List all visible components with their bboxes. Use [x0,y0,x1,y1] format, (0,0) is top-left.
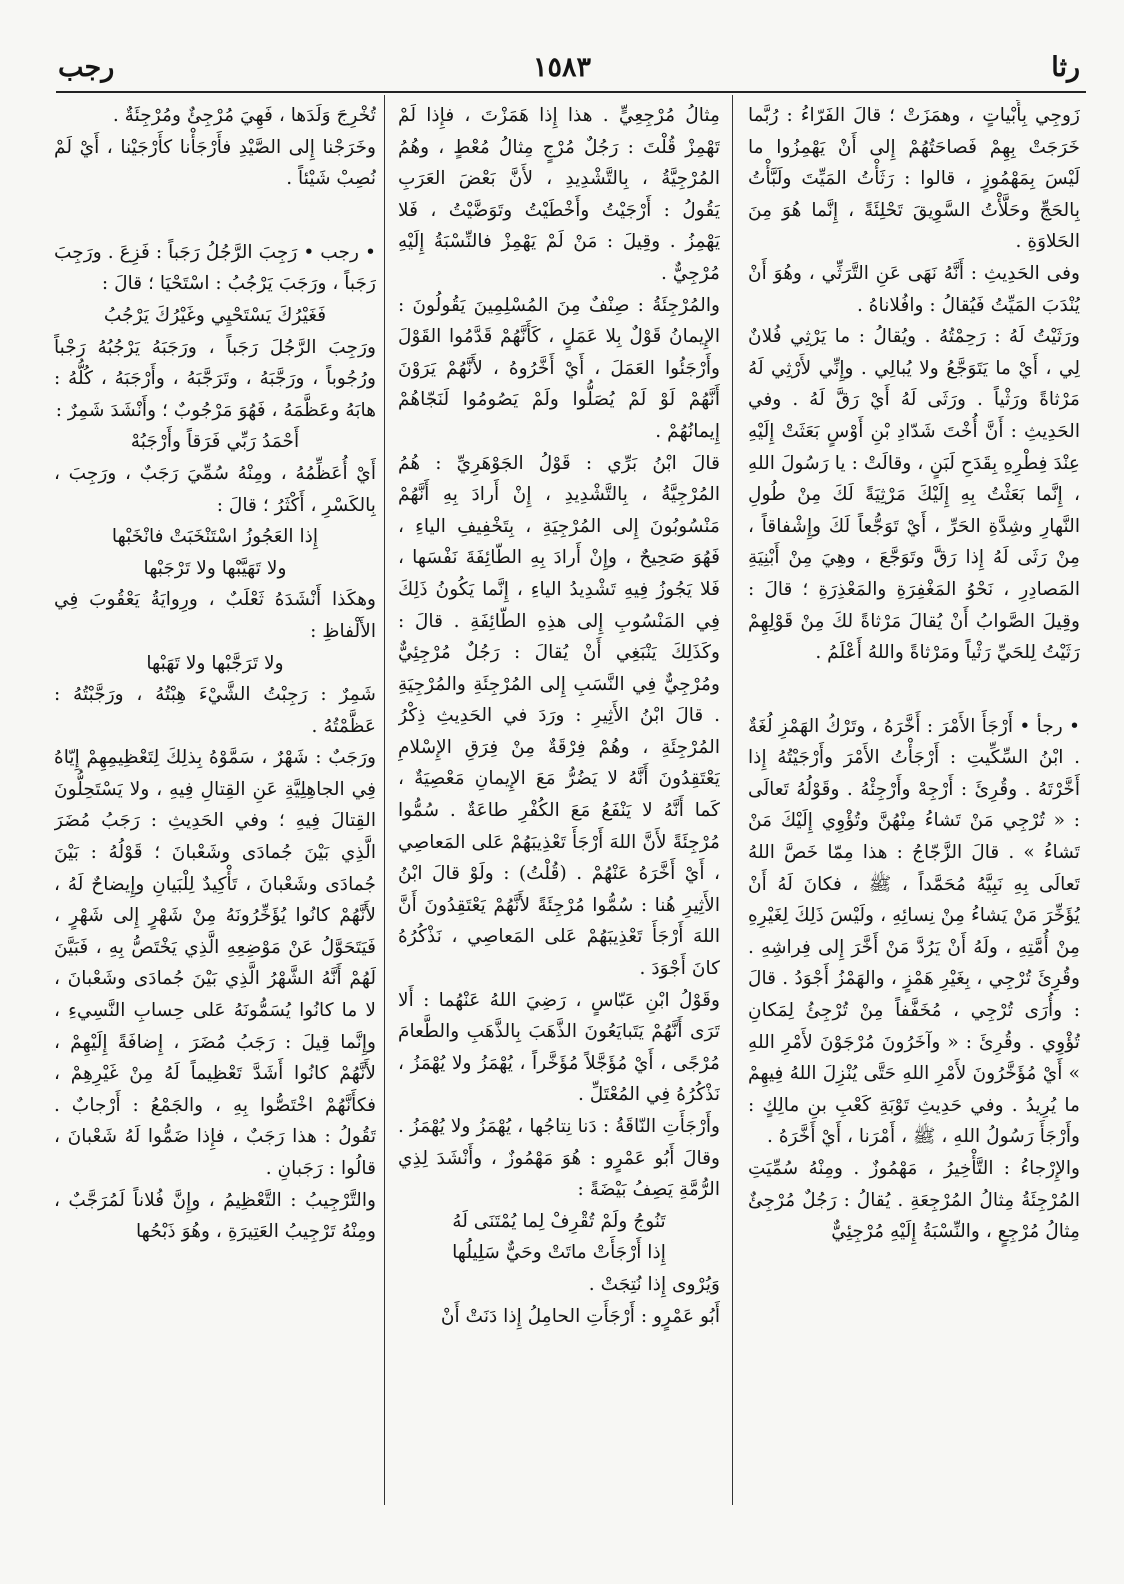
paragraph: والتَّرْجِيبُ : التَّعْظِيمُ ، وإِنَّ فُلاناً لَمُرَجَّبٌ ، ومِنْهُ تَرْجِيبُ العَتِيرَةِ ، وهُوَ ذَبْحُها [54,1189,376,1243]
paragraph: شَمِرٌ : رَجِبْتُ الشَّيْءَ هِبْتُهُ ، ورَجَّبْتُهُ : عَظَّمْتُهُ . [54,684,376,737]
verse-line: تَنُوجُ ولَمْ تُقْرِفْ لِما يُمْتَنَى لَهُ [452,1210,666,1232]
column-divider [384,95,385,1505]
paragraph: تُخْرِجَ وَلَدَها ، فَهِيَ مُرْجِئٌ ومُرْجِئَةٌ . [112,105,376,126]
header-entry-right: رثا [1051,52,1080,83]
paragraph: زَوجِي بِأَبْياتٍ ، وهمَزَتْ ؛ قالَ الفَرّاءُ : رُبَّما خَرَجَتْ بِهِمْ فَصاحَتُهُمْ إِلى أَنْ يَهْمِزُوا ما لَيْسَ بِمَهْمُوزٍ ، قالوا : رَثَأْتُ المَيِّتَ ولَبَّأْتُ بِالحَجِّ وحَلَّأْتُ السَّوِيقَ تَحْلِئَةً ، إِنَّما هُوَ مِنَ الحَلاوَةِ . [748,105,1080,253]
column-divider [732,95,733,1505]
entry-gap [54,195,376,237]
paragraph: قالَ ابْنُ بَرِّي : قَوْلُ الجَوْهَرِيِّ : هُمُ المُرْجِيَّةُ ، بِالتَّشْدِيدِ ، إِنْ أَرادَ بِهِ أَنَّهُمْ مَنْسُوبُونَ إِلى المُرْجِيَةِ ، بِتَخْفِيفِ الياءِ ، فَهُوَ صَحِيحٌ ، وإِنْ أَرادَ بِهِ الطّائِفَةَ نَفْسَها ، فَلا يَجُوزُ فِيهِ تَشْدِيدُ الياءِ ، إِنَّما يَكُونُ ذَلِكَ فِي المَنْسُوبِ إِلى هذِهِ الطّائِفَةِ . قالَ : وكَذَلِكَ يَنْبَغِي أَنْ يُقالَ : رَجُلٌ مُرْجِئِيٌّ ومُرْجِيٌّ فِي النَّسَبِ إِلى المُرْجِئَةِ والمُرْجِيَةِ . قالَ ابْنُ الأَثِيرِ : ورَدَ في الحَدِيثِ ذِكْرُ المُرْجِئَةِ ، وهُمْ فِرْقَةٌ مِنْ فِرَقِ الإِسْلامِ يَعْتَقِدُونَ أَنَّهُ لا يَضُرُّ مَعَ الإِيمانِ مَعْصِيَةٌ ، كَما أَنَّهُ لا يَنْفَعُ مَعَ الكُفْرِ طاعَةٌ . سُمُّوا مُرْجِئَةً لأَنَّ اللهَ أَرْجَأَ تَعْذِيبَهُمْ عَلى المَعاصِي ، أَيْ أَخَّرَهُ عَنْهُمْ . (قُلْتُ) : ولَوْ قالَ ابْنُ الأَثِيرِ هُنا : سُمُّوا مُرْجِئَةً لأَنَّهُمْ يَعْتَقِدُونَ أَنَّ اللهَ أَرْجَأَ تَعْذِيبَهُمْ عَلى المَعاصِي ، نَذْكُرُهُ كانَ أَجْوَدَ . [398,452,720,980]
paragraph: ورَجَبٌ : شَهْرٌ ، سَمَّوْهُ بِذلِكَ لِتَعْظِيمِهِمْ إِيّاهُ فِي الجاهِلِيَّةِ عَنِ القِتالِ فِيهِ ، ولا يَسْتَحِلُّونَ القِتالَ فِيهِ ؛ وفي الحَدِيثِ : رَجَبُ مُضَرَ الَّذِي بَيْنَ جُمادَى وشَعْبانَ ؛ قَوْلُهُ : بَيْنَ جُمادَى وشَعْبانَ ، تَأْكِيدٌ لِلْبَيانِ وإِيضاحٌ لَهُ ، لأَنَّهُمْ كانُوا يُؤَخِّرُونَهُ مِنْ شَهْرٍ إِلى شَهْرٍ ، فَيَتَحَوَّلُ عَنْ مَوْضِعِهِ الَّذِي يَخْتَصُّ بِهِ ، فَبَيَّنَ لَهُمْ أَنَّهُ الشَّهْرُ الَّذِي بَيْنَ جُمادَى وشَعْبانَ ، لا ما كانُوا يُسَمُّونَهُ عَلى حِسابِ النَّسِيءِ ، وإِنَّما قِيلَ : رَجَبُ مُضَرَ ، إِضافَةً إِلَيْهِمْ ، لأَنَّهُمْ كانُوا أَشَدَّ تَعْظِيماً لَهُ مِنْ غَيْرِهِمْ ، فكأَنَّهُمْ اخْتَصُّوا بِهِ ، والجَمْعُ : أَرْجابٌ . تَقُولُ : هذا رَجَبٌ ، فإِذا ضَمُّوا لَهُ شَعْبانَ ، قالُوا : رَجَبانِ . [54,747,376,1179]
paragraph: وَيُرْوى إِذا نُتِجَتْ . [588,1273,720,1295]
paragraph: ورَجِبَ الرَّجُلَ رَجَباً ، ورَجَبَهُ يَرْجُبُهُ رَجْباً ورُجُوباً ، ورَجَّبَهُ ، وتَرَجَّبَهُ ، وأَرْجَبَهُ ، كُلُّهُ : هابَهُ وعَظَّمَهُ ، فَهُوَ مَرْجُوبٌ ؛ وأَنْشَدَ شَمِرٌ : [54,336,376,421]
paragraph: ورَثَيْتُ لَهُ : رَحِمْتُهُ . ويُقالُ : ما يَرْثِي فُلانٌ لِي ، أَيْ ما يَتَوَجَّعُ ولا يُبالِي . وإِنِّي لأَرْثِي لَهُ مَرْثاةً ورَثْياً . ورَثَى لَهُ أَيْ رَقَّ لَهُ . وفي الحَدِيثِ : أَنَّ أُخْتَ شَدّادِ بْنِ أَوْسٍ بَعَثَتْ إِلَيْهِ عِنْدَ فِطْرِهِ بِقَدَحِ لَبَنٍ ، وقالَتْ : يا رَسُولَ اللهِ ، إِنَّما بَعَثْتُ بِهِ إِلَيْكَ مَرْثِيَةً لَكَ مِنْ طُولِ النَّهارِ وشِدَّةِ الحَرِّ ، أَيْ تَوَجُّعاً لَكَ وإِشْفاقاً ، مِنْ رَثَى لَهُ إِذا رَقَّ وتَوَجَّعَ ، وهِيَ مِنْ أَبْنِيَةِ المَصادِرِ ، نَحْوُ المَغْفِرَةِ والمَعْذِرَةِ ؛ قالَ : وقِيلَ الصَّوابُ أَنْ يُقالَ مَرْثاةً لكَ مِنْ قَوْلِهِمْ رَثَيْتُ لِلحَيِّ رَثْياً ومَرْثاةً واللهُ أَعْلَمُ . [748,326,1080,664]
paragraph: والمُرْجِئَةُ : صِنْفٌ مِنَ المُسْلِمِينَ يَقُولُونَ : الإِيمانُ قَوْلٌ بِلا عَمَلٍ ، كَأَنَّهُمْ قَدَّمُوا القَوْلَ وأَرْجَئُوا العَمَلَ ، أَيْ أَخَّرُوهُ ، لأَنَّهُمْ يَرَوْنَ أَنَّهُمْ لَوْ لَمْ يُصَلُّوا ولَمْ يَصُومُوا لَنَجّاهُمْ إِيمانُهُمْ . [398,294,720,442]
header-rule [56,91,1086,93]
paragraph: والإِرْجاءُ : التَّأْخِيرُ ، مَهْمُوزٌ . ومِنْهُ سُمِّيَتِ المُرْجِئَةُ مِثالُ المُرْجِعَةِ . يُقالُ : رَجُلٌ مُرْجِئٌ مِثالُ مُرْجِعٍ ، والنِّسْبَةُ إِلَيْهِ مُرْجِئِيٌّ [748,1158,1080,1243]
paragraph: وخَرَجْنا إِلى الصَّيْدِ فأَرْجَأْنا كأَرْجَيْنا ، أَيْ لَمْ نُصِبْ شَيْئاً . [54,136,376,190]
paragraph: أَيْ أُعَظِّمُهُ ، ومِنْهُ سُمِّيَ رَجَبٌ ، ورَجِبَ ، بِالكَسْرِ ، أَكْثَرُ ؛ قالَ : [54,462,376,516]
paragraph: وأَرْجَأَتِ النّاقَةُ : دَنا نِتاجُها ، يُهْمَزُ ولا يُهْمَزُ . وقالَ أَبُو عَمْرٍو : هُوَ مَهْمُوزٌ ، وأَنْشَدَ لِذِي الرُّمَّةِ يَصِفُ بَيْضَةً : [398,1116,720,1201]
column-middle [398,100,720,1510]
paragraph: وهكَذا أَنْشَدَهُ ثَعْلَبٌ ، ورِوايَةُ يَعْقُوبَ فِي الأَلْفاظِ : [54,589,376,642]
paragraph: وقَوْلُ ابْنِ عَبّاسٍ ، رَضِيَ اللهُ عَنْهُما : أَلا تَرَى أَنَّهُمْ يَتَبايَعُونَ الذَّهَبَ بِالذَّهَبِ والطَّعامَ مُرْجًى ، أَيْ مُؤَجَّلاً مُؤَخَّراً ، يُهْمَزُ ولا يُهْمَزُ ، نَذْكُرُهُ فِي المُعْتَلِّ . [398,989,720,1106]
header-entry-left: رجب [58,52,115,83]
paragraph: مِثالُ مُرْجِعِيٍّ . هذا إِذا هَمَزْتَ ، فإِذا لَمْ تَهْمِزْ قُلْتَ : رَجُلٌ مُرْجٍ مِثالُ مُعْطٍ ، وهُمُ المُرْجِيَّةُ ، بِالتَّشْدِيدِ ، لأَنَّ بَعْضَ العَرَبِ يَقُولُ : أَرْجَيْتُ وأَخْطَيْتُ وتَوَضَّيْتُ ، فَلا يَهْمِزُ . وقِيلَ : مَنْ لَمْ يَهْمِزْ فالنِّسْبَةُ إِلَيْهِ مُرْجِيٌّ . [398,105,720,284]
entry-gap [748,669,1080,711]
verse-line: فَغَيْرُكَ يَسْتَحْيِي وغَيْرُكَ يَرْجُبُ [103,304,327,326]
column-left [54,100,376,1510]
verse-line: ولا تَهَيَّبْها ولا تَرْجَبْها [143,557,287,579]
verse-line: إِذا العَجُوزُ اسْتَنْخَبَتْ فانْخَبْها [111,526,319,548]
page-number: ١٥٨٣ [532,52,591,83]
paragraph: وفى الحَدِيثِ : أَنَّهُ نَهَى عَنِ التَّرَثِّي ، وهُوَ أَنْ يُنْدَبَ المَيِّتُ فَيُقالُ : وافُلاناهُ . [748,262,1080,316]
paragraph: • رجأ • أَرْجَأَ الأَمْرَ : أَخَّرَهُ ، وتَرْكُ الهَمْزِ لُغَةٌ . ابْنُ السِّكِّيتِ : أَرْجَأْتُ الأَمْرَ وأَرْجَيْتُهُ إِذا أَخَّرْتَهُ . وقُرِئَ : أَرْجِهْ وأَرْجِئْهُ . وقَوْلُهُ تَعالَى : « تُرْجِي مَنْ تَشاءُ مِنْهُنَّ وتُؤْوِي إِلَيْكَ مَنْ تَشاءُ » . قالَ الزَّجّاجُ : هذا مِمّا خَصَّ اللهُ تَعالَى بِهِ نَبِيَّهُ مُحَمَّداً ، ﷺ ، فكانَ لَهُ أَنْ يُؤَخِّرَ مَنْ يَشاءُ مِنْ نِسائِهِ ، ولَيْسَ ذَلِكَ لِغَيْرِهِ مِنْ أُمَّتِهِ ، ولَهُ أَنْ يَرُدَّ مَنْ أَخَّرَ إِلى فِراشِهِ . وقُرِئَ تُرْجِي ، بِغَيْرِ هَمْزٍ ، والهَمْزُ أَجْوَدُ . قالَ : وأُرَى تُرْجِي ، مُخَفَّفاً مِنْ تُرْجِئُ لِمَكانِ تُؤْوِي . وقُرِئَ : « وآخَرُونَ مُرْجَوْنَ لأَمْرِ اللهِ » أَيْ مُؤَخَّرُونَ لأَمْرِ اللهِ حَتَّى يُنْزِلَ اللهُ فِيهِمْ ما يُرِيدُ . وفي حَدِيثِ تَوْبَةِ كَعْبِ بنِ مالِكٍ : وأَرْجَأَ رَسُولُ اللهِ ، ﷺ ، أَمْرَنا ، أَيْ أَخَّرَهُ . [748,715,1080,1148]
verse-line: ولا تَرَجَّبْها ولا تَهَبْها [146,652,284,674]
verse-line: أَحْمَدُ رَبِّي فَرَقاً وأَرْجَبُهْ [130,431,300,453]
paragraph: أَبُو عَمْرٍو : أَرْجَأَتِ الحامِلُ إِذا دَنَتْ أَنْ [440,1305,720,1327]
verse-line: إِذا أَرْجَأَتْ ماتَتْ وحَيٌّ سَلِيلُها [452,1242,666,1264]
paragraph: • رجب • رَجِبَ الرَّجُلُ رَجَباً : فَزِعَ . ورَجِبَ رَجَباً ، ورَجَبَ يَرْجُبُ : اسْتَحْيَا ؛ قالَ : [54,241,376,295]
column-right [748,100,1080,1510]
